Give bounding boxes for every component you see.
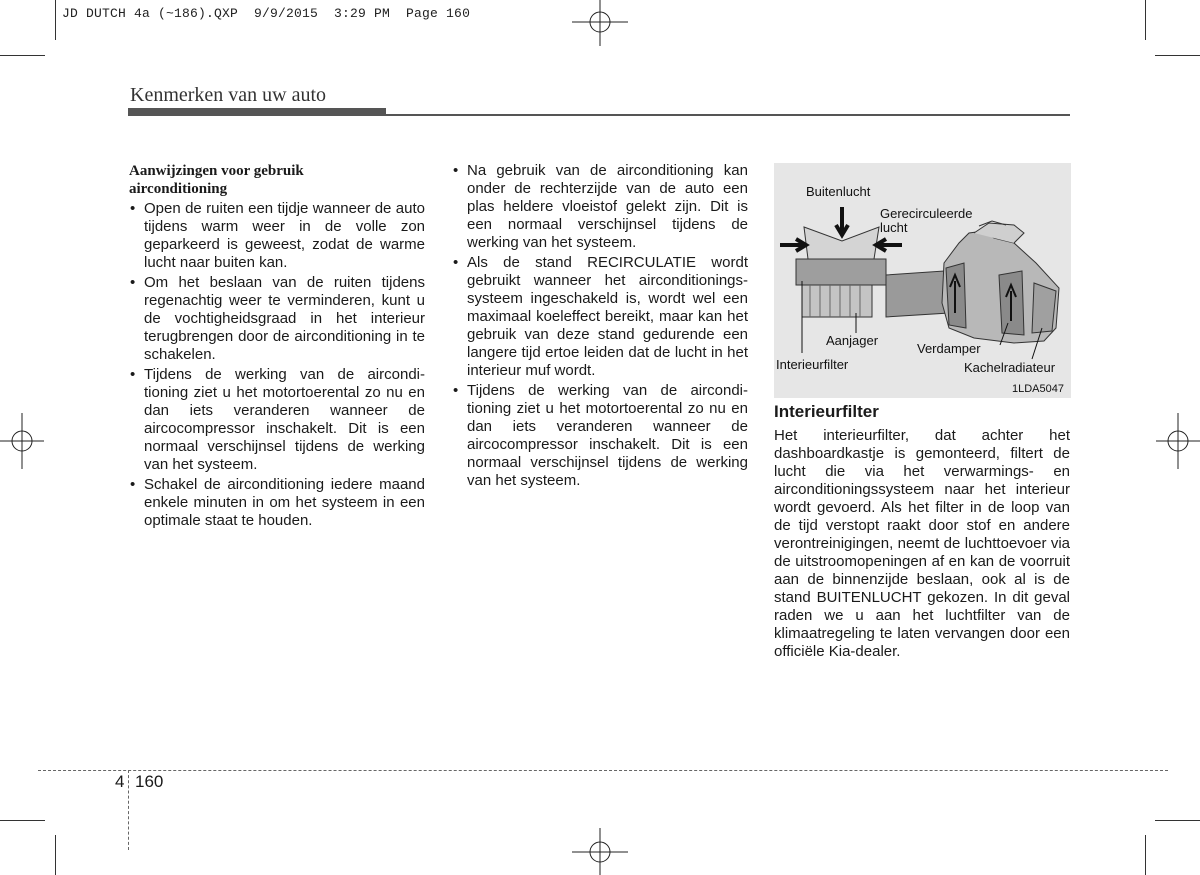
header-rule-thick xyxy=(128,108,386,116)
list-item: • Om het beslaan van de ruiten tijdens regenachtig weer te verminderen, kunt u de vochtigheidsgraad in het interieur terugbrengen door de airconditioning in te schakelen. xyxy=(129,274,425,364)
footer-divider xyxy=(128,770,129,850)
crop-mark xyxy=(1145,0,1146,40)
usage-tips-list xyxy=(129,200,425,530)
usage-tips-heading xyxy=(129,162,425,198)
usage-tips-heading-line2: airconditioning xyxy=(129,181,228,197)
page-number: 160 xyxy=(135,772,164,791)
interieurfilter-body: Het interieurfilter, dat achter het dashboardkastje is gemonteerd, filtert de lucht die via het verwarmings- en airconditioningssysteem naar het interieur wordt gevoerd. Als het filter in de loop van de tijd verstopt raakt door stof en andere verontreinigingen, neemt de luchttoevoer via de uitstroomopeningen af en kan de voorruit aan de binnenzijde beslaan, ook al is de stand BUITENLUCHT gekozen. In dit geval raden we u aan het luchtfilter van de klimaatregeling te laten vervangen door een officiële Kia-dealer. xyxy=(774,427,1070,660)
list-item: • Tijdens de werking van de aircondi- tioning ziet u het motortoerental zo nu en dan iets veranderen wanneer de aircocompressor inschakelt. Dit is een normaal verschijnsel tijdens de werking van het systeem. xyxy=(452,382,748,490)
registration-mark-icon xyxy=(1156,413,1200,469)
footer-rule xyxy=(38,770,1168,771)
middle-column xyxy=(452,162,748,492)
section-title: Kenmerken van uw auto xyxy=(130,84,327,106)
label-aanjager: Aanjager xyxy=(826,333,879,348)
label-interieurfilter: Interieurfilter xyxy=(776,357,849,372)
crop-mark xyxy=(0,55,45,56)
label-buitenlucht: Buitenlucht xyxy=(806,184,871,199)
crop-mark xyxy=(55,835,56,875)
list-item: • Tijdens de werking van de aircondi- tioning ziet u het motortoerental zo nu en dan iets veranderen wanneer de aircocompressor inschakelt. Dit is een normaal verschijnsel tijdens de werking van het systeem. xyxy=(129,366,425,474)
header-rule-thin xyxy=(386,114,1070,116)
crop-mark xyxy=(1145,835,1146,875)
label-kachelradiateur: Kachelradiateur xyxy=(964,360,1056,375)
usage-tips-heading-line1: Aanwijzingen voor gebruik xyxy=(129,163,304,179)
label-gerecirculeerde-line2: lucht xyxy=(880,220,908,235)
right-column xyxy=(774,427,1070,661)
list-item: • Als de stand RECIRCULATIE wordt gebruikt wanneer het airconditionings- systeem ingeschakeld is, wordt wel een maximaal koeleffect bereikt, maar kan het gebruik van deze stand gedurende een langere tijd ertoe leiden dat de lucht in het interieur muf wordt. xyxy=(452,254,748,380)
registration-mark-icon xyxy=(572,828,628,875)
hvac-diagram xyxy=(774,163,1071,398)
crop-mark xyxy=(0,820,45,821)
list-item: • Na gebruik van de airconditioning kan onder de rechterzijde van de auto een plas heldere vloeistof gelekt zijn. Dit is een normaal verschijnsel tijdens de werking van het systeem. xyxy=(452,162,748,252)
label-verdamper: Verdamper xyxy=(917,341,981,356)
crop-mark xyxy=(1155,820,1200,821)
crop-mark xyxy=(55,0,56,40)
list-item: • Schakel de airconditioning iedere maand enkele minuten in om het systeem in een optimale staat te houden. xyxy=(129,476,425,530)
registration-mark-icon xyxy=(0,413,44,469)
left-column xyxy=(129,162,425,532)
chapter-number: 4 xyxy=(115,772,125,791)
crop-mark xyxy=(1155,55,1200,56)
list-item: • Open de ruiten een tijdje wanneer de auto tijdens warm weer in de volle zon geparkeerd is geweest, zodat de warme lucht naar buiten kan. xyxy=(129,200,425,272)
print-slug: JD DUTCH 4a (~186).QXP 9/9/2015 3:29 PM Page 160 xyxy=(62,6,471,21)
registration-mark-icon xyxy=(572,0,628,46)
usage-tips-list-continued xyxy=(452,162,748,490)
label-gerecirculeerde-lucht xyxy=(880,207,973,235)
figure-code: 1LDA5047 xyxy=(1012,383,1064,395)
interieurfilter-heading: Interieurfilter xyxy=(774,402,879,421)
label-gerecirculeerde-line1: Gerecirculeerde xyxy=(880,206,973,221)
